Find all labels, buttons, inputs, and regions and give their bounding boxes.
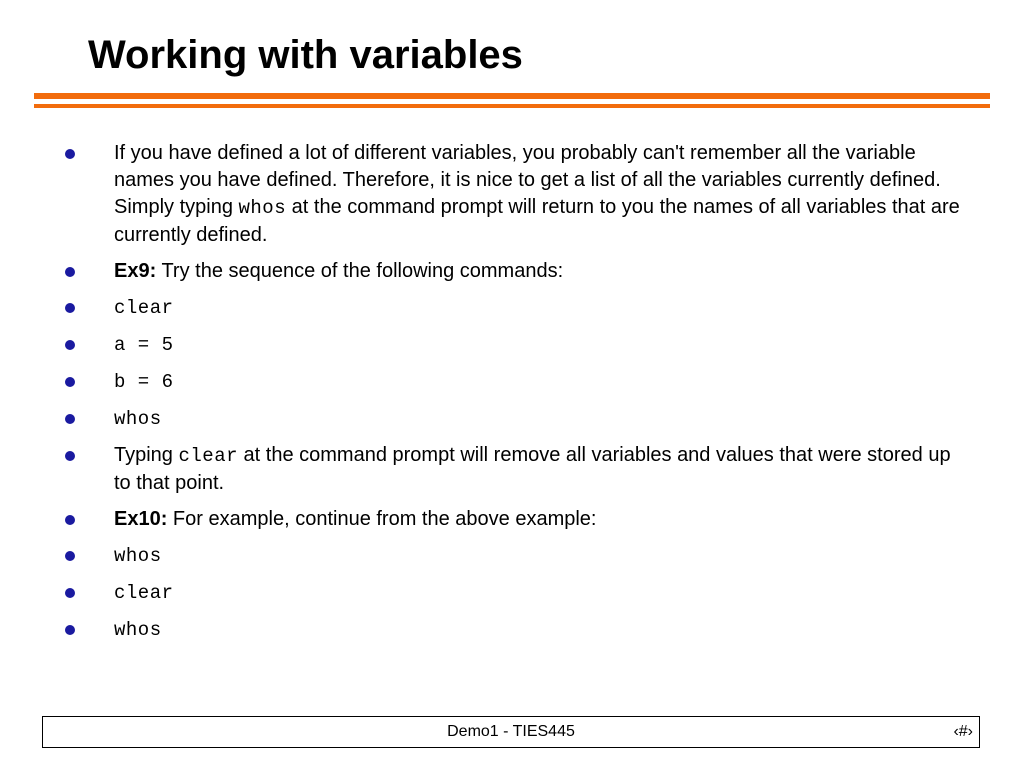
code-text: clear [114,582,174,604]
code-text: b = 6 [114,371,174,393]
bullet-dot-icon [65,551,75,561]
bullet-item [0,405,1024,433]
code-text: clear [114,297,174,319]
bullet-item [0,368,1024,396]
code-text: whos [238,197,287,219]
bullet-dot-icon [65,414,75,424]
bullet-text: For example, continue from the above example: [167,508,597,530]
code-text: whos [114,619,162,641]
bullet-item [0,442,1024,497]
bullet-dot-icon [65,377,75,387]
bullet-dot-icon [65,303,75,313]
bullet-item [0,579,1024,607]
bullet-dot-icon [65,340,75,350]
bullet-dot-icon [65,625,75,635]
bullet-dot-icon [65,149,75,159]
code-text: a = 5 [114,334,174,356]
footer [42,716,980,748]
bullet-item [0,506,1024,533]
bullet-text: If you have defined a lot of different variables, you probably can't remember all the variable names you have defined. Therefore, it is nice to get a list of all the variables currently defined. Simply typing [114,142,941,218]
bold-label: Ex9: [114,260,157,282]
bullet-dot-icon [65,588,75,598]
bullet-list [0,140,1024,653]
page-number: ‹#› [953,723,973,740]
title-underline-thin [34,104,990,108]
bullet-text: Try the sequence of the following commands: [156,260,564,282]
footer-text: Demo1 - TIES445 [447,723,575,740]
code-text: whos [114,545,162,567]
code-text: clear [178,445,238,467]
bullet-text: Typing [114,444,179,466]
bullet-dot-icon [65,451,75,461]
bullet-item [0,294,1024,322]
bullet-item [0,616,1024,644]
bullet-item [0,331,1024,359]
code-text: whos [114,408,162,430]
bullet-dot-icon [65,267,75,277]
title-underline-thick [34,93,990,99]
bullet-item [0,258,1024,285]
bullet-item [0,542,1024,570]
bullet-dot-icon [65,515,75,525]
slide-title: Working with variables [88,33,523,77]
bullet-text: at the command prompt will remove all variables and values that were stored up to that point. [114,444,951,494]
bold-label: Ex10: [114,508,168,530]
bullet-item [0,140,1024,249]
bullet-text: at the command prompt will return to you the names of all variables that are currently defined. [114,196,960,246]
